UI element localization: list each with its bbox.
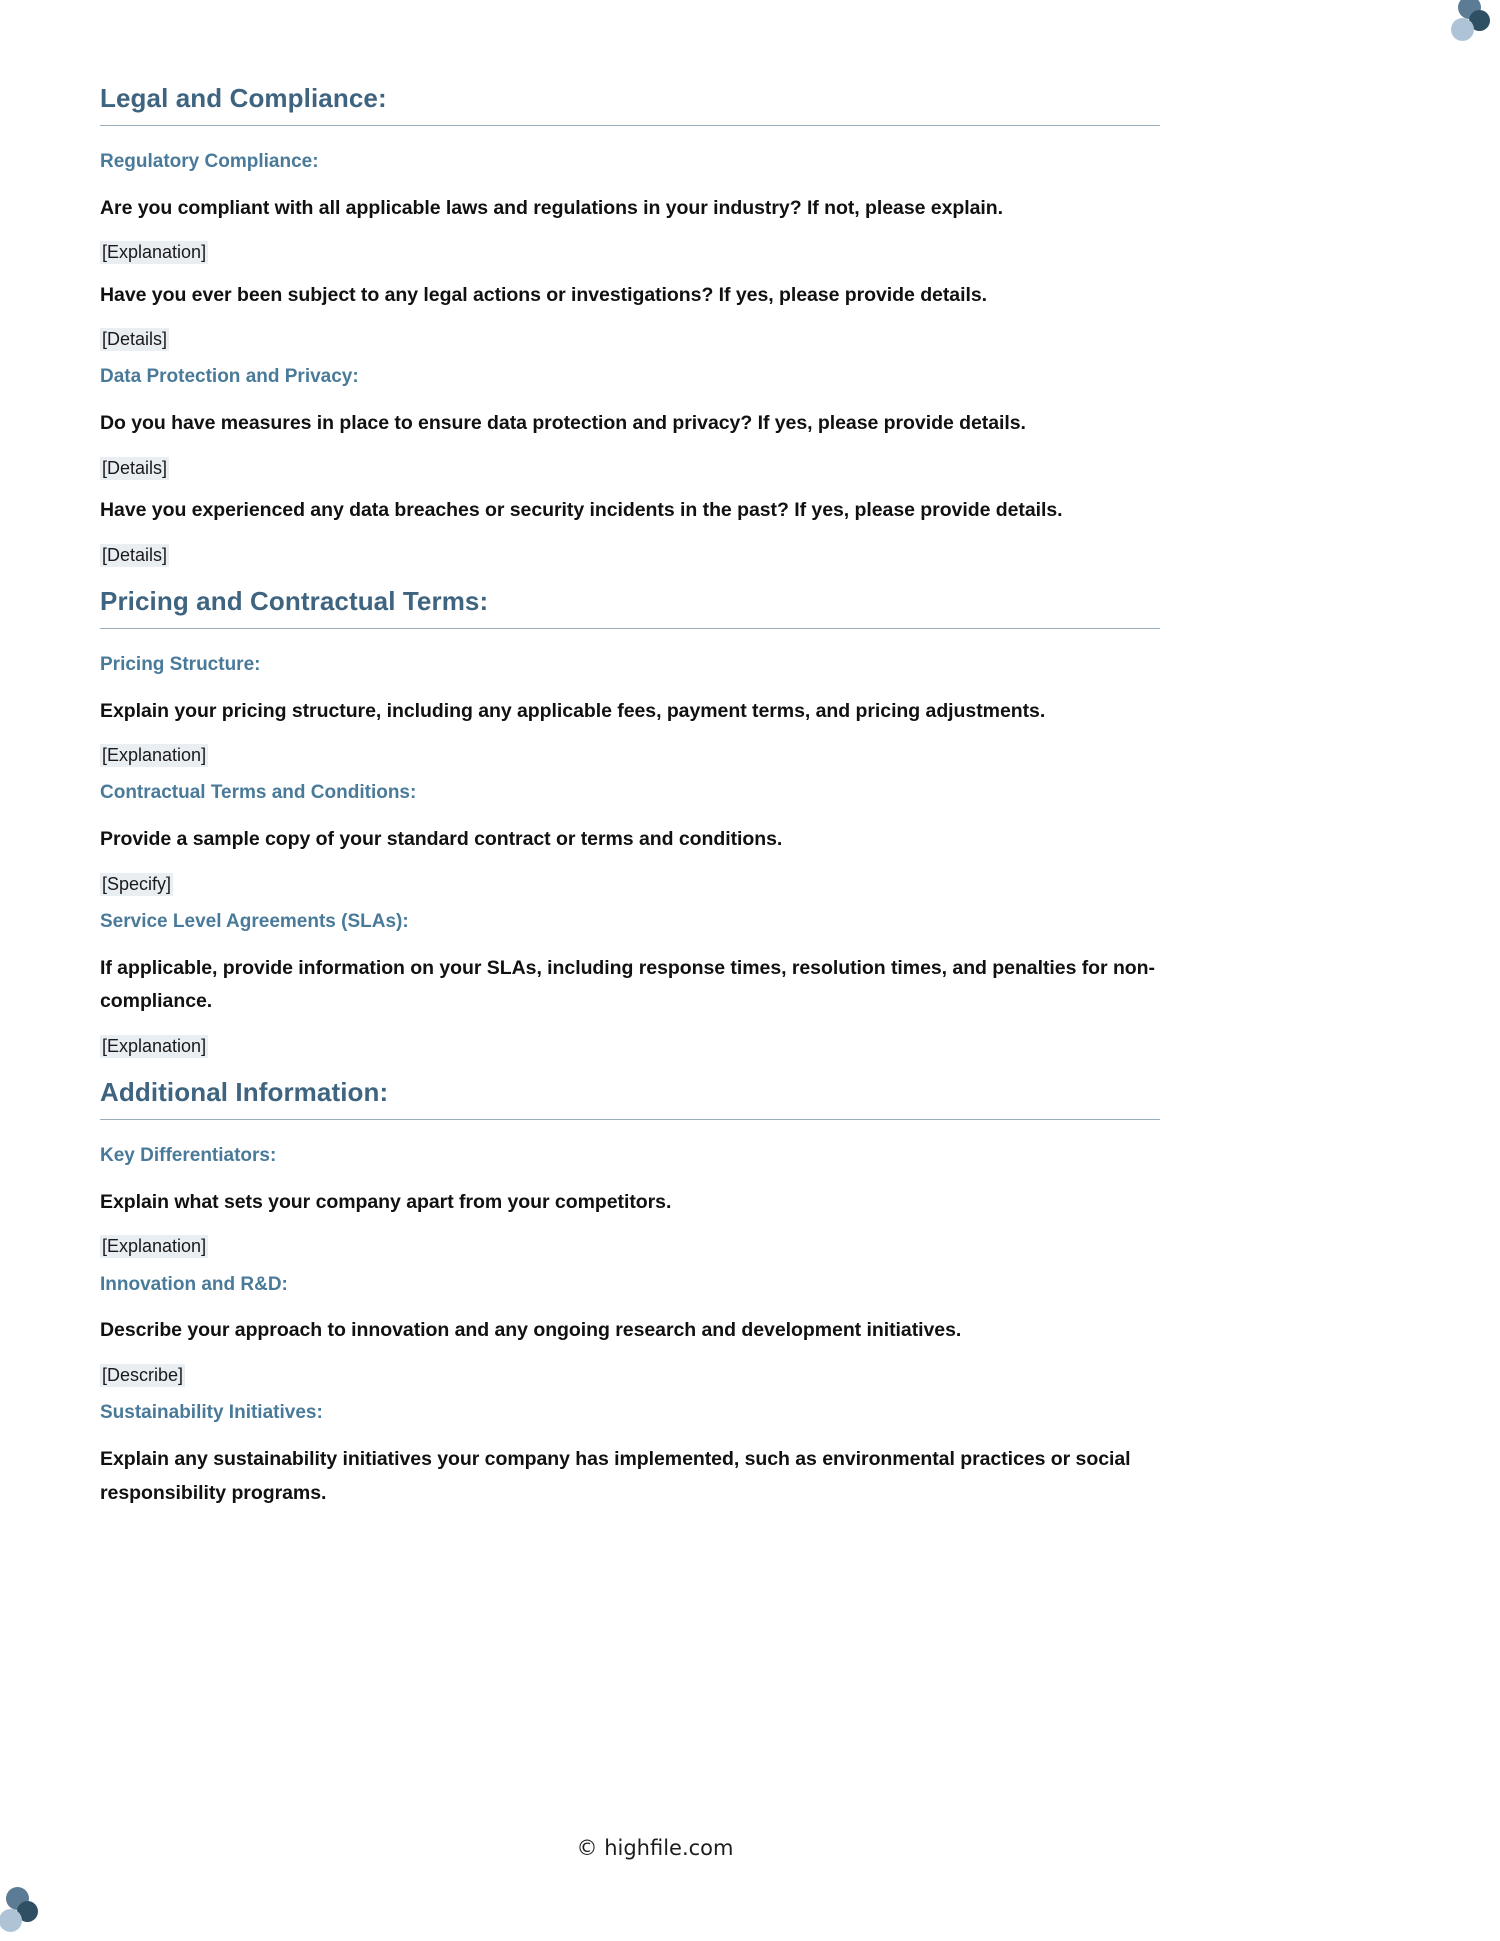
question-group (100, 1130, 1160, 1259)
answer-placeholder[interactable] (100, 1219, 1160, 1258)
question-group (100, 1387, 1160, 1510)
answer-field[interactable]: [Details] (102, 457, 168, 478)
answer-field[interactable]: [Explanation] (102, 242, 207, 263)
section-divider (100, 125, 1160, 126)
group-heading: Pricing Structure: (100, 653, 261, 675)
question-text: Do you have measures in place to ensure data protection and privacy? If yes, please provide details. (100, 412, 1026, 435)
dot-icon-dark (17, 1901, 38, 1922)
answer-placeholder[interactable] (100, 528, 1160, 567)
answer-placeholder[interactable] (100, 312, 1160, 351)
sections-container (100, 84, 1160, 1510)
section-heading: Additional Information: (100, 1077, 389, 1108)
question-group (100, 639, 1160, 768)
group-heading: Contractual Terms and Conditions: (100, 782, 417, 804)
answer-placeholder[interactable] (100, 225, 1160, 264)
group-heading: Sustainability Initiatives: (100, 1402, 323, 1424)
document-body (100, 84, 1398, 1510)
question-text: Have you ever been subject to any legal actions or investigations? If yes, please provide details. (100, 283, 987, 306)
document-section (100, 1058, 1160, 1510)
group-heading: Service Level Agreements (SLAs): (100, 911, 409, 933)
dot-icon-light (1451, 18, 1474, 41)
answer-field[interactable]: [Explanation] (102, 745, 207, 766)
dot-icon-mid (6, 1887, 29, 1910)
document-section (100, 567, 1160, 1058)
question-text: Explain your pricing structure, including any applicable fees, payment terms, and pricing adjustments. (100, 699, 1046, 722)
answer-field[interactable]: [Specify] (102, 873, 172, 894)
question-group (100, 351, 1160, 567)
footer-credit: © highfile.com (576, 1836, 734, 1860)
answer-placeholder[interactable] (100, 1348, 1160, 1387)
group-heading: Regulatory Compliance: (100, 150, 319, 172)
group-heading: Innovation and R&D: (100, 1273, 288, 1295)
group-heading: Key Differentiators: (100, 1145, 277, 1167)
group-heading: Data Protection and Privacy: (100, 366, 359, 388)
question-text: Explain what sets your company apart from your competitors. (100, 1190, 672, 1213)
answer-placeholder[interactable] (100, 1019, 1160, 1058)
answer-field[interactable]: [Details] (102, 329, 168, 350)
section-heading: Legal and Compliance: (100, 83, 387, 113)
page-footer (0, 1836, 1500, 1860)
question-group (100, 136, 1160, 352)
question-text: If applicable, provide information on your SLAs, including response times, resolution times, and penalties for non-compliance. (100, 956, 1155, 1013)
dot-icon-mid (1458, 0, 1481, 19)
question-text: Have you experienced any data breaches or security incidents in the past? If yes, please provide details. (100, 499, 1063, 522)
decorative-dots-bottom-left (0, 1885, 44, 1937)
question-group (100, 767, 1160, 896)
answer-placeholder[interactable] (100, 857, 1160, 896)
section-divider (100, 628, 1160, 629)
answer-field[interactable]: [Details] (102, 544, 168, 565)
dot-icon-dark (1469, 10, 1490, 31)
section-divider (100, 1119, 1160, 1120)
answer-field[interactable]: [Describe] (102, 1364, 184, 1385)
question-text: Are you compliant with all applicable laws and regulations in your industry? If not, please explain. (100, 196, 1004, 219)
answer-placeholder[interactable] (100, 441, 1160, 480)
question-text: Explain any sustainability initiatives your company has implemented, such as environmental practices or social responsibility programs. (100, 1448, 1131, 1504)
decorative-dots-top-right (1444, 0, 1496, 46)
question-group (100, 896, 1160, 1058)
question-group (100, 1259, 1160, 1388)
answer-field[interactable]: [Explanation] (102, 1236, 207, 1257)
document-section (100, 84, 1160, 567)
question-text: Provide a sample copy of your standard contract or terms and conditions. (100, 828, 783, 851)
answer-placeholder[interactable] (100, 728, 1160, 767)
dot-icon-light (0, 1909, 22, 1932)
section-heading: Pricing and Contractual Terms: (100, 585, 489, 616)
question-text: Describe your approach to innovation and any ongoing research and development initiatives. (100, 1319, 962, 1342)
answer-field[interactable]: [Explanation] (102, 1035, 207, 1056)
